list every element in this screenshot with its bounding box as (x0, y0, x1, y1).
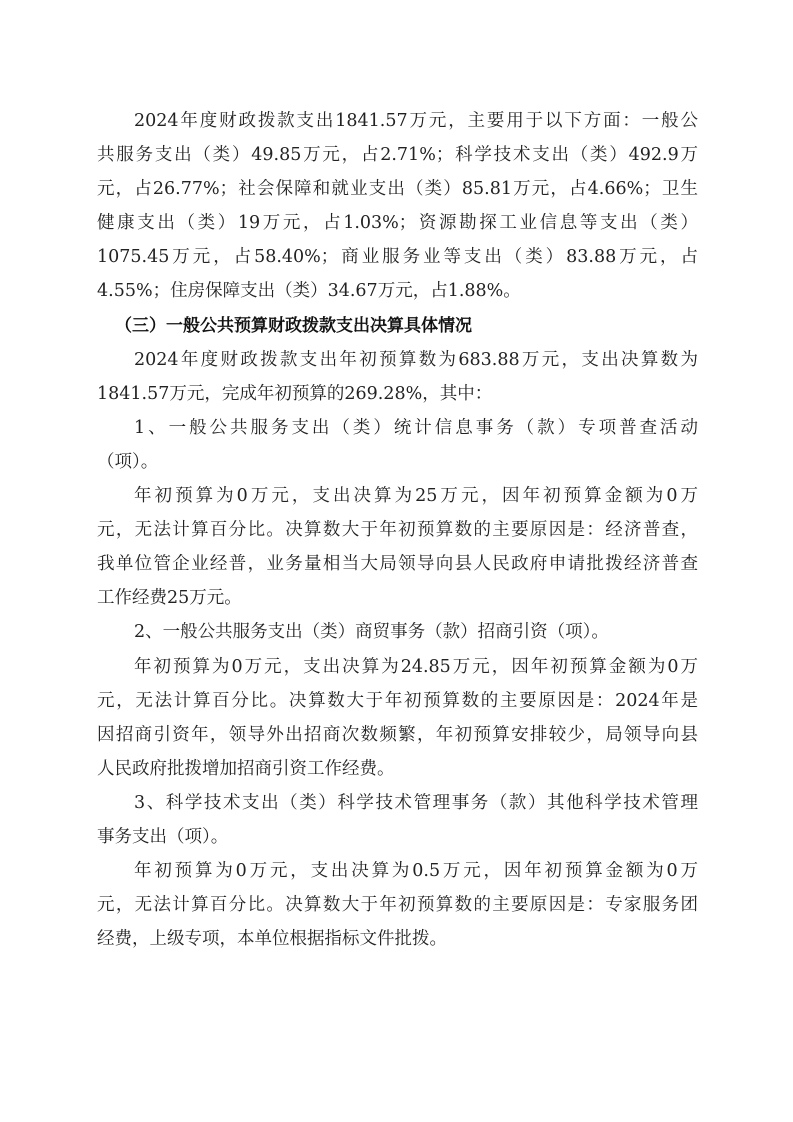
text-line: 4.55%；住房保障支出（类）34.67万元，占1.88%。 (97, 281, 521, 302)
text-line: 元，无法计算百分比。决算数大于年初预算数的主要原因是：经济普查， (97, 520, 698, 541)
text-line: （项）。 (97, 451, 159, 472)
paragraph-budget-overview (97, 343, 698, 411)
text-line: 年初预算为0万元，支出决算为0.5万元，因年初预算金额为0万 (134, 861, 698, 882)
text-line: 年初预算为0万元，支出决算为25万元，因年初预算金额为0万 (134, 486, 698, 507)
text-line: 元，占26.77%；社会保障和就业支出（类）85.81万元，占4.66%；卫生 (97, 179, 698, 200)
text-line: 元，无法计算百分比。决算数大于年初预算数的主要原因是：2024年是 (97, 690, 698, 711)
text-line: 元，无法计算百分比。决算数大于年初预算数的主要原因是：专家服务团 (97, 895, 698, 916)
text-line: 2、一般公共服务支出（类）商贸事务（款）招商引资（项）。 (134, 622, 609, 643)
item-3-body (97, 854, 698, 956)
text-line: 2024年度财政拨款支出1841.57万元，主要用于以下方面：一般公 (134, 111, 698, 131)
text-line: 因招商引资年，领导外出招商次数频繁，年初预算安排较少，局领导向县 (97, 724, 698, 745)
text-line: 共服务支出（类）49.85万元，占2.71%；科学技术支出（类）492.9万 (97, 145, 698, 166)
item-1-title (97, 411, 698, 479)
text-line: 事务支出（项）。 (97, 826, 229, 847)
text-line: 1841.57万元，完成年初预算的269.28%，其中： (97, 383, 493, 404)
text-line: 1、一般公共服务支出（类）统计信息事务（款）专项普查活动 (134, 417, 698, 438)
item-2-title (97, 615, 698, 649)
item-2-body (97, 650, 698, 786)
text-line: 2024年度财政拨款支出年初预算数为683.88万元，支出决算数为 (134, 349, 698, 370)
item-1-body (97, 479, 698, 615)
text-line: 健康支出（类）19万元，占1.03%；资源勘探工业信息等支出（类） (97, 213, 698, 234)
document-body (97, 104, 698, 956)
text-line: 经费，上级专项，本单位根据指标文件批拨。 (97, 929, 447, 950)
item-3-title (97, 786, 698, 854)
section-heading: （三）一般公共预算财政拨款支出决算具体情况 (115, 315, 472, 336)
text-line: 我单位管企业经普，业务量相当大局领导向县人民政府申请批拨经济普查 (97, 554, 698, 575)
text-line: 3、科学技术支出（类）科学技术管理事务（款）其他科学技术管理 (134, 792, 698, 813)
paragraph-expenditure-summary (97, 104, 698, 309)
text-line: 工作经费25万元。 (97, 588, 242, 609)
text-line: 人民政府批拨增加招商引资工作经费。 (97, 758, 395, 779)
text-line: 年初预算为0万元，支出决算为24.85万元，因年初预算金额为0万 (134, 656, 698, 677)
text-line: 1075.45万元，占58.40%；商业服务业等支出（类）83.88万元，占 (97, 247, 698, 268)
